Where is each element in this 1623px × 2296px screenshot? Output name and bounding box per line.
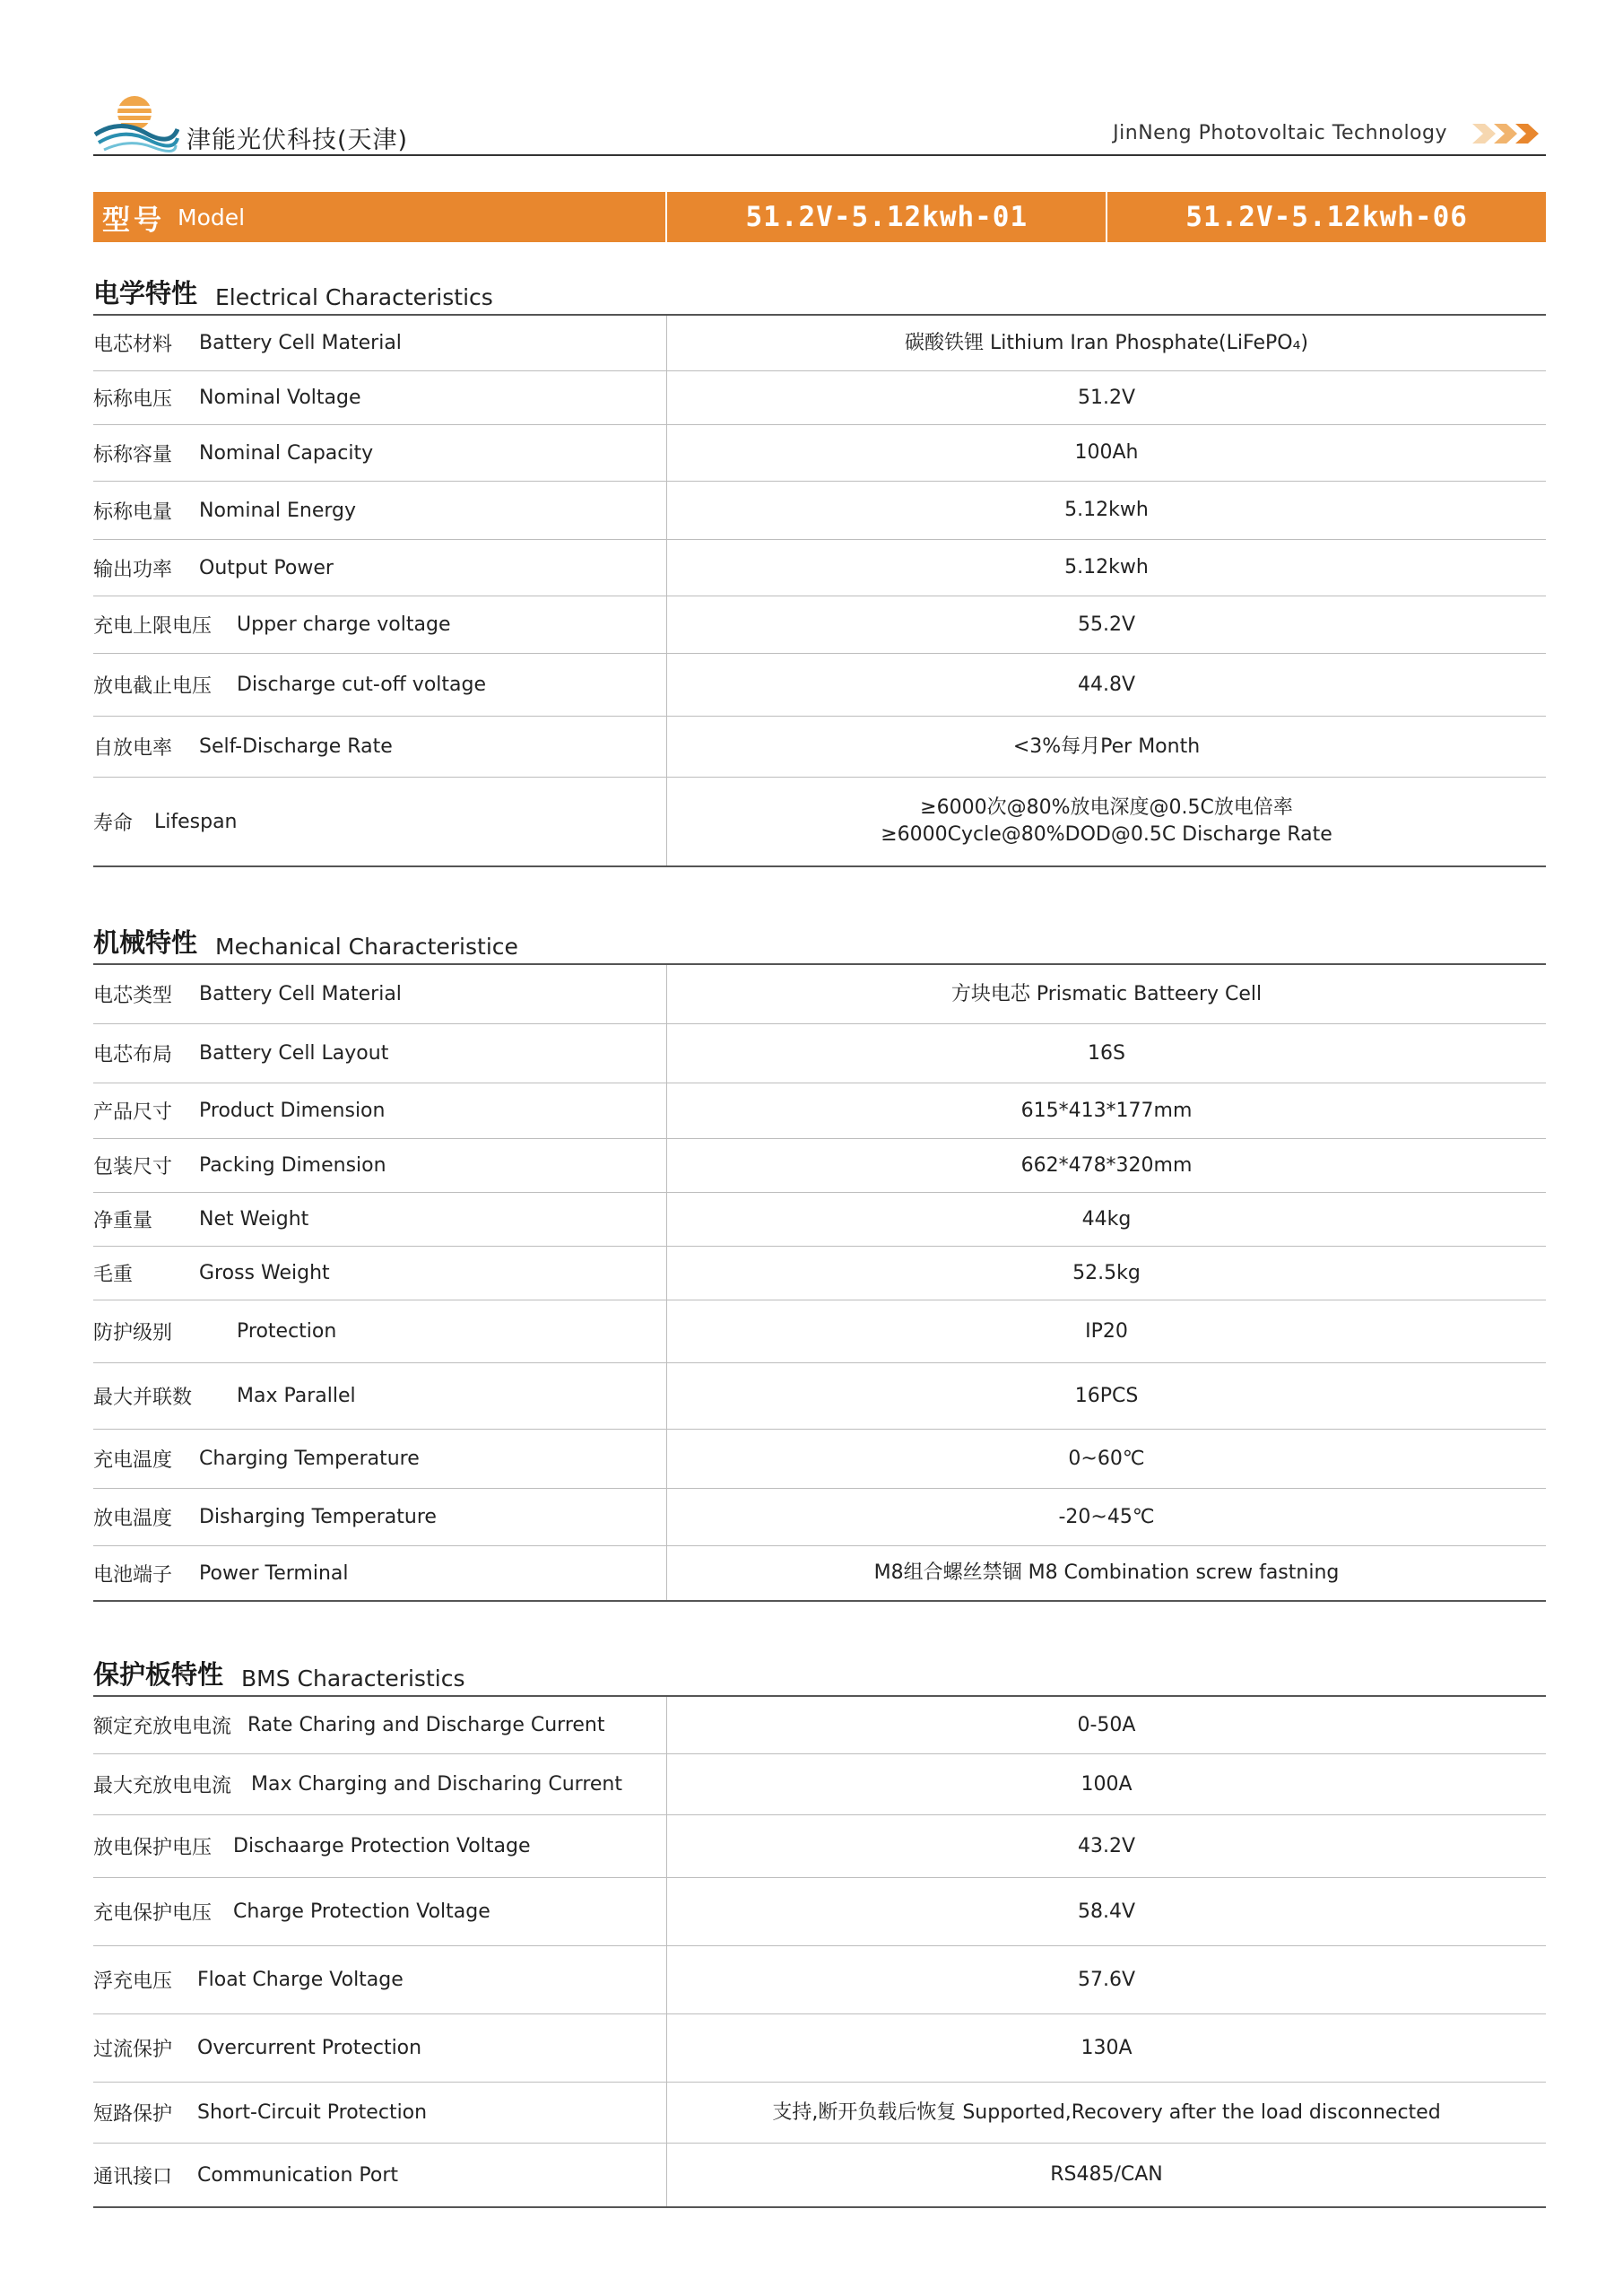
spec-value <box>667 1489 1546 1545</box>
spec-value-text: 55.2V <box>1077 613 1136 636</box>
spec-label-en: Charge Protection Voltage <box>233 1900 490 1923</box>
spec-row <box>93 316 1546 371</box>
spec-label-en: Protection <box>237 1320 337 1343</box>
spec-label-en: Max Charging and Discharing Current <box>251 1773 623 1796</box>
spec-label <box>93 540 667 596</box>
spec-label-en: Rate Charing and Discharge Current <box>247 1714 605 1736</box>
spec-label-cn: 最大充放电电流 <box>93 1775 232 1797</box>
spec-row <box>93 1083 1546 1139</box>
spec-label-cn: 最大并联数 <box>93 1387 193 1409</box>
spec-value-text: RS485/CAN <box>1050 2163 1163 2187</box>
spec-label-cn: 电芯类型 <box>93 985 173 1007</box>
spec-label-cn: 过流保护 <box>93 2039 173 2061</box>
spec-label-cn: 通讯接口 <box>93 2165 173 2188</box>
spec-label-cn: 浮充电压 <box>93 1970 173 1993</box>
company-name-en: JinNeng Photovoltaic Technology <box>1113 122 1447 144</box>
spec-label <box>93 1193 667 1246</box>
spec-value <box>667 596 1546 653</box>
spec-value <box>667 654 1546 716</box>
spec-row <box>93 2083 1546 2144</box>
spec-row <box>93 425 1546 482</box>
spec-value <box>667 717 1546 777</box>
spec-value <box>667 2014 1546 2082</box>
spec-value <box>667 1878 1546 1945</box>
spec-label-cn: 电芯材料 <box>93 334 173 356</box>
spec-value <box>667 778 1546 865</box>
spec-value-text: 0~60℃ <box>1068 1447 1145 1470</box>
spec-row <box>93 1546 1546 1602</box>
spec-label <box>93 654 667 716</box>
company-name-cn: 津能光伏科技(天津) <box>187 126 409 154</box>
spec-label-cn: 放电截止电压 <box>93 675 213 698</box>
spec-value <box>667 1815 1546 1877</box>
mechanical-section <box>93 924 1546 1602</box>
spec-label-en: Nominal Capacity <box>199 441 374 465</box>
spec-label-en: Lifespan <box>154 810 238 833</box>
spec-label <box>93 965 667 1023</box>
spec-label-cn: 输出功率 <box>93 558 173 581</box>
model-1-name: 51.2V-5.12kwh-01 <box>665 192 1106 242</box>
section-title-cn: 保护板特性 <box>93 1659 224 1690</box>
spec-label-cn: 产品尺寸 <box>93 1101 173 1124</box>
spec-value <box>667 1083 1546 1138</box>
model-label-cell <box>93 192 665 242</box>
spec-label-cn: 充电保护电压 <box>93 1902 213 1925</box>
spec-value <box>667 1024 1546 1083</box>
spec-label <box>93 1546 667 1600</box>
spec-row <box>93 1024 1546 1083</box>
spec-value <box>667 2144 1546 2206</box>
spec-label-en: Battery Cell Material <box>199 332 402 354</box>
spec-label-en: Communication Port <box>197 2163 399 2187</box>
spec-label <box>93 1083 667 1138</box>
spec-label <box>93 778 667 865</box>
spec-label <box>93 1430 667 1488</box>
spec-row <box>93 482 1546 540</box>
spec-label-en: Float Charge Voltage <box>197 1969 404 1991</box>
spec-value-text: 100Ah <box>1074 441 1139 465</box>
spec-label <box>93 1754 667 1814</box>
spec-value-text: 44kg <box>1081 1207 1132 1231</box>
spec-row <box>93 1247 1546 1300</box>
spec-label <box>93 371 667 424</box>
spec-label-cn: 标称电压 <box>93 388 173 411</box>
spec-label-cn: 电池端子 <box>93 1563 173 1587</box>
spec-value <box>667 1300 1546 1362</box>
spec-value-text: 16PCS <box>1074 1384 1139 1407</box>
spec-label-cn: 短路保护 <box>93 2103 173 2126</box>
chevron-arrows-icon <box>1472 120 1546 147</box>
spec-label <box>93 1247 667 1300</box>
spec-value <box>667 1139 1546 1192</box>
spec-label-cn: 包装尺寸 <box>93 1156 173 1178</box>
spec-label-cn: 额定充放电电流 <box>93 1716 232 1738</box>
spec-value-text: 130A <box>1081 2036 1133 2059</box>
spec-value-text: 100A <box>1081 1772 1133 1796</box>
spec-label-cn: 标称电量 <box>93 500 173 524</box>
spec-label-en: Charging Temperature <box>199 1448 420 1470</box>
section-heading <box>93 274 1546 316</box>
spec-label-en: Nominal Voltage <box>199 387 361 409</box>
spec-row <box>93 1754 1546 1815</box>
spec-label <box>93 1878 667 1945</box>
spec-label-cn: 净重量 <box>93 1210 153 1232</box>
spec-value <box>667 1430 1546 1488</box>
spec-label <box>93 1815 667 1877</box>
spec-value-text-line2: ≥6000Cycle@80%DOD@0.5C Discharge Rate <box>881 823 1332 846</box>
spec-row <box>93 1815 1546 1878</box>
spec-row <box>93 371 1546 425</box>
section-title-en: Mechanical Characteristice <box>215 934 518 960</box>
spec-value-text: 615*413*177mm <box>1020 1099 1193 1122</box>
company-logo-icon <box>93 93 179 156</box>
spec-value-text: 方块电芯 Prismatic Batteery Cell <box>950 982 1263 1005</box>
spec-label-en: Discharge cut-off voltage <box>237 674 487 696</box>
spec-row <box>93 965 1546 1024</box>
spec-value-text: ≥6000次@80%放电深度@0.5C放电倍率 <box>920 796 1293 820</box>
spec-label <box>93 425 667 481</box>
spec-value <box>667 1697 1546 1753</box>
spec-row <box>93 1430 1546 1489</box>
spec-value <box>667 1363 1546 1429</box>
section-title-en: BMS Characteristics <box>241 1665 465 1692</box>
spec-label-cn: 放电保护电压 <box>93 1837 213 1859</box>
spec-row <box>93 1489 1546 1546</box>
spec-value-text: -20~45℃ <box>1058 1505 1155 1528</box>
spec-value <box>667 1193 1546 1246</box>
spec-label-cn: 自放电率 <box>93 737 173 760</box>
section-title-cn: 电学特性 <box>93 278 198 309</box>
spec-row <box>93 1300 1546 1363</box>
spec-label <box>93 1697 667 1753</box>
spec-label-en: Upper charge voltage <box>237 613 451 636</box>
section-heading <box>93 1656 1546 1697</box>
spec-value <box>667 1754 1546 1814</box>
spec-value-text: 44.8V <box>1077 673 1136 696</box>
spec-label-en: Short-Circuit Protection <box>197 2101 428 2124</box>
spec-row <box>93 717 1546 778</box>
section-title-en: Electrical Characteristics <box>215 284 493 310</box>
spec-value-text: 5.12kwh <box>1064 556 1149 579</box>
spec-value-text: 57.6V <box>1077 1968 1136 1991</box>
spec-label-en: Output Power <box>199 556 334 579</box>
spec-label-en: Overcurrent Protection <box>197 2037 422 2059</box>
section-title-cn: 机械特性 <box>93 927 198 958</box>
spec-label-en: Battery Cell Material <box>199 983 402 1005</box>
spec-row <box>93 2014 1546 2083</box>
spec-value-text: M8组合螺丝禁锢 M8 Combination screw fastning <box>873 1561 1340 1585</box>
spec-row <box>93 1946 1546 2014</box>
spec-label <box>93 1489 667 1545</box>
page-header <box>93 90 1546 160</box>
model-label-cn: 型号 <box>102 204 165 237</box>
spec-label-cn: 放电温度 <box>93 1508 173 1530</box>
electrical-section <box>93 274 1546 867</box>
spec-value <box>667 540 1546 596</box>
spec-value-text: 662*478*320mm <box>1020 1153 1193 1177</box>
spec-row <box>93 2144 1546 2208</box>
model-label-en: Model <box>178 204 246 230</box>
spec-row <box>93 540 1546 596</box>
spec-label <box>93 1300 667 1362</box>
spec-value-text: 支持,断开负载后恢复 Supported,Recovery after the load disconnected <box>772 2100 1441 2124</box>
spec-value-text: 碳酸铁锂 Lithium Iran Phosphate(LiFePO₄) <box>905 331 1308 354</box>
spec-value-text: 58.4V <box>1077 1900 1136 1923</box>
spec-label-cn: 寿命 <box>93 812 134 835</box>
spec-value-text: 16S <box>1088 1041 1125 1065</box>
spec-row <box>93 596 1546 654</box>
spec-row <box>93 1697 1546 1754</box>
spec-label-cn: 标称容量 <box>93 443 173 466</box>
spec-value <box>667 965 1546 1023</box>
bms-section <box>93 1656 1546 2208</box>
section-heading <box>93 924 1546 965</box>
spec-label <box>93 596 667 653</box>
spec-label-cn: 防护级别 <box>93 1322 173 1344</box>
spec-value <box>667 2083 1546 2143</box>
spec-value-text: <3%每月Per Month <box>1012 735 1201 758</box>
spec-label-en: Dischaarge Protection Voltage <box>233 1835 531 1857</box>
model-header-bar <box>93 192 1546 242</box>
spec-value-text: 5.12kwh <box>1064 499 1149 522</box>
spec-row <box>93 778 1546 867</box>
spec-label-cn: 电芯布局 <box>93 1044 173 1066</box>
spec-value-text: IP20 <box>1085 1319 1128 1343</box>
spec-label-cn: 毛重 <box>93 1264 134 1286</box>
spec-row <box>93 1363 1546 1430</box>
spec-value <box>667 425 1546 481</box>
spec-label-en: Battery Cell Layout <box>199 1042 389 1065</box>
spec-value-text: 51.2V <box>1077 386 1136 409</box>
spec-label <box>93 1363 667 1429</box>
spec-label-en: Net Weight <box>199 1208 309 1231</box>
model-2-name: 51.2V-5.12kwh-06 <box>1106 192 1546 242</box>
spec-label-en: Disharging Temperature <box>199 1506 437 1528</box>
spec-value <box>667 482 1546 539</box>
spec-label-en: Max Parallel <box>237 1385 356 1407</box>
spec-value <box>667 1946 1546 2013</box>
spec-label-en: Power Terminal <box>199 1561 349 1585</box>
spec-row <box>93 654 1546 717</box>
spec-label-en: Packing Dimension <box>199 1154 386 1177</box>
spec-label <box>93 1139 667 1192</box>
spec-label-en: Nominal Energy <box>199 499 357 522</box>
spec-label <box>93 1946 667 2013</box>
spec-label <box>93 1024 667 1083</box>
spec-label <box>93 2083 667 2143</box>
spec-label <box>93 2014 667 2082</box>
spec-row <box>93 1193 1546 1247</box>
spec-value-text: 52.5kg <box>1072 1261 1141 1284</box>
spec-label <box>93 316 667 370</box>
spec-value <box>667 371 1546 424</box>
spec-value <box>667 1546 1546 1600</box>
spec-row <box>93 1878 1546 1946</box>
spec-row <box>93 1139 1546 1193</box>
spec-value-text: 43.2V <box>1077 1834 1136 1857</box>
spec-value-text: 0-50A <box>1077 1713 1136 1736</box>
spec-value <box>667 1247 1546 1300</box>
spec-label-cn: 充电温度 <box>93 1449 173 1472</box>
spec-value <box>667 316 1546 370</box>
spec-label-en: Product Dimension <box>199 1100 386 1122</box>
spec-label-cn: 充电上限电压 <box>93 615 213 638</box>
spec-label-en: Self-Discharge Rate <box>199 735 393 758</box>
spec-label-en: Gross Weight <box>199 1262 330 1284</box>
spec-label <box>93 717 667 777</box>
spec-label <box>93 482 667 539</box>
spec-label <box>93 2144 667 2206</box>
header-divider <box>93 154 1546 156</box>
